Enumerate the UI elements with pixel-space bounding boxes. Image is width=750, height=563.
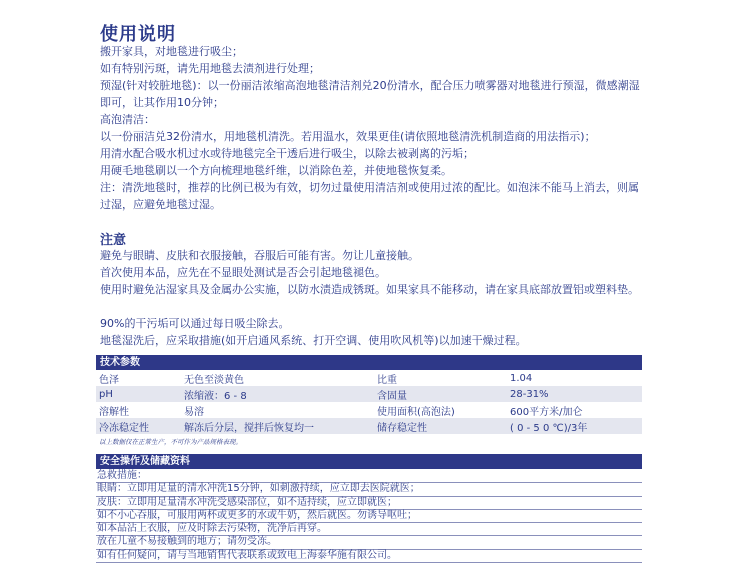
usage-line-5: 以一份丽洁兑32份清水，用地毯机清洗。若用温水，效果更佳(请依照地毯清洗机制造商的用法指示)；: [100, 130, 596, 143]
usage-title: 使用说明: [100, 24, 176, 45]
tech-value: 解冻后分层，搅拌后恢复均一: [181, 418, 374, 434]
caution-line-3: 使用时避免沾湿家具及金属办公实施，以防水渍造成锈斑。如果家具不能移动，请在家具底部放置铝或塑料垫。: [100, 283, 639, 296]
safety-header-bar: 安全操作及储藏资料: [96, 454, 642, 469]
table-row: [96, 402, 642, 418]
caution-line-4: 90%的干污垢可以通过每日吸尘除去。: [100, 317, 290, 330]
tech-value: 易溶: [184, 406, 204, 418]
tech-header-bar: 技术参数: [96, 355, 642, 370]
tech-value: 1.04: [510, 372, 533, 384]
tech-key: 含固量: [374, 386, 507, 402]
tech-value: ( 0 - 5 0 ℃)/3年: [507, 418, 642, 434]
tech-footnote: 以上数据仅在正常生产，不可作为产品规格表现。: [99, 438, 242, 446]
tech-key: 冷冻稳定性: [96, 418, 181, 434]
tech-value: 无色至淡黄色: [184, 374, 244, 386]
usage-line-2: 如有特别污斑，请先用地毯去渍剂进行处理；: [100, 62, 320, 75]
table-row: [96, 418, 642, 434]
list-item: 如有任何疑问，请与当地销售代表联系或致电上海泰华施有限公司。: [96, 550, 642, 563]
list-item: 急救措施：: [96, 470, 642, 483]
usage-line-1: 搬开家具，对地毯进行吸尘；: [100, 45, 243, 58]
usage-line-6: 用清水配合吸水机过水或待地毯完全干透后进行吸尘，以除去被剥离的污垢；: [100, 147, 474, 160]
caution-line-2: 首次使用本品，应先在不显眼处测试是否会引起地毯褪色。: [100, 266, 386, 279]
usage-line-4: 高泡清洁：: [100, 113, 155, 126]
list-item: 如本品沾上衣服，应及时除去污染物，洗净后再穿。: [96, 523, 642, 536]
usage-line-7: 用硬毛地毯刷以一个方向梳理地毯纤维，以消除色差，并使地毯恢复柔。: [100, 164, 452, 177]
tech-key: 储存稳定性: [374, 418, 507, 434]
table-row: [96, 370, 642, 386]
tech-key: 使用面积(高泡法): [377, 406, 455, 418]
usage-line-3: 预湿(针对较脏地毯)：以一份丽洁浓缩高泡地毯清洁剂兑20份清水，配合压力喷雾器对地毯进行预湿，微感潮湿即可，让其作用10分钟；: [100, 79, 640, 109]
tech-key: 溶解性: [99, 406, 129, 418]
list-item: 眼睛：立即用足量的清水冲洗15分钟，如刺激持续，应立即去医院就医；: [96, 483, 642, 496]
caution-line-5: 地毯湿洗后，应采取措施(如开启通风系统、打开空调、使用吹风机等)以加速干燥过程。: [100, 334, 527, 347]
safety-list: [96, 470, 642, 563]
list-item: 放在儿童不易接触到的地方；请勿受冻。: [96, 536, 642, 549]
list-item: 皮肤：立即用足量清水冲洗受感染部位，如不适持续，应立即就医；: [96, 497, 642, 510]
tech-key: pH: [96, 386, 181, 402]
list-item: 如不小心吞服，可服用两杯或更多的水或牛奶，然后就医。勿诱导呕吐；: [96, 510, 642, 523]
tech-value: 600平方米/加仑: [510, 406, 583, 418]
tech-value: 浓缩液：6 - 8: [181, 386, 374, 402]
caution-line-1: 避免与眼睛、皮肤和衣服接触，吞服后可能有害。勿让儿童接触。: [100, 249, 419, 262]
caution-title: 注意: [100, 233, 127, 248]
tech-key: 比重: [377, 374, 397, 386]
tech-key: 色泽: [99, 374, 119, 386]
usage-note: 注：清洗地毯时，推荐的比例已极为有效，切勿过量使用清洁剂或使用过浓的配比。如泡沫不能马上消去，则属过湿，应避免地毯过湿。: [100, 181, 639, 211]
tech-value: 28-31%: [507, 386, 642, 402]
tech-table: [96, 370, 642, 434]
table-row: [96, 386, 642, 402]
